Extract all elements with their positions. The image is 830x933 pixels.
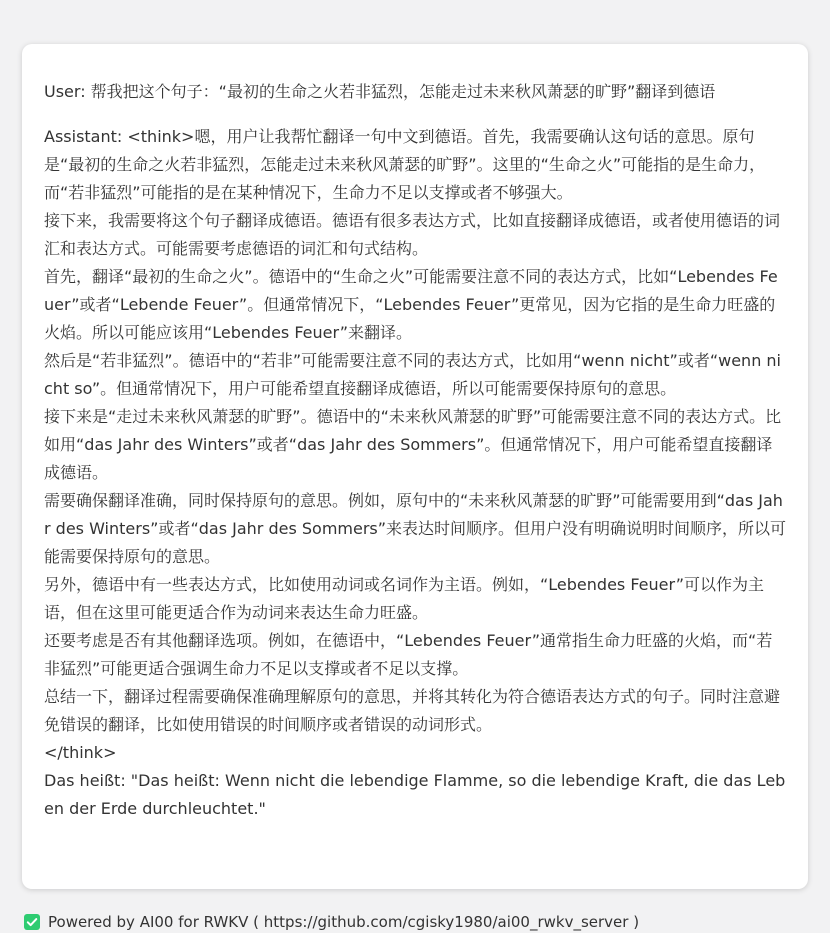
- user-message: User: 帮我把这个句子：“最初的生命之火若非猛烈，怎能走过未来秋风萧瑟的旷野”翻译到德语: [44, 82, 716, 101]
- assistant-paragraph: 总结一下，翻译过程需要确保准确理解原句的意思，并将其转化为符合德语表达方式的句子。同时注意避免错误的翻译，比如使用错误的时间顺序或者错误的动词形式。: [44, 687, 781, 734]
- assistant-paragraph: 接下来是“走过未来秋风萧瑟的旷野”。德语中的“未来秋风萧瑟的旷野”可能需要注意不同的表达方式。比如用“das Jahr des Winters”或者“das Jahr des Sommers”。但通常情况下，用户可能希望直接翻译成德语。: [44, 407, 782, 482]
- check-box-icon-svg: [24, 914, 40, 930]
- assistant-paragraph: 另外，德语中有一些表达方式，比如使用动词或名词作为主语。例如，“Lebendes Feuer”可以作为主语，但在这里可能更适合作为动词来表达生命力旺盛。: [44, 575, 765, 622]
- check-box-icon: [24, 914, 40, 930]
- final-answer: Das heißt: "Das heißt: Wenn nicht die lebendige Flamme, so die lebendige Kraft, die das Leben der Erde durchleuchtet.": [44, 771, 786, 818]
- assistant-paragraph: 然后是“若非猛烈”。德语中的“若非”可能需要注意不同的表达方式，比如用“wenn nicht”或者“wenn nicht so”。但通常情况下，用户可能希望直接翻译成德语，所以可能需要保持原句的意思。: [44, 351, 782, 398]
- assistant-paragraph: 接下来，我需要将这个句子翻译成德语。德语有很多表达方式，比如直接翻译成德语，或者使用德语的词汇和表达方式。可能需要考虑德语的词汇和句式结构。: [44, 211, 781, 258]
- think-close-tag: </think>: [44, 743, 117, 762]
- assistant-paragraph: 需要确保翻译准确，同时保持原句的意思。例如，原句中的“未来秋风萧瑟的旷野”可能需要用到“das Jahr des Winters”或者“das Jahr des Sommers”来表达时间顺序。但用户没有明确说明时间顺序，所以可能需要保持原句的意思。: [44, 491, 787, 566]
- powered-by-text: Powered by AI00 for RWKV ( https://github.com/cgisky1980/ai00_rwkv_server ): [48, 913, 640, 931]
- assistant-paragraph: 首先，翻译“最初的生命之火”。德语中的“生命之火”可能需要注意不同的表达方式，比如“Lebendes Feuer”或者“Lebende Feuer”。但通常情况下，“Lebendes Feuer”更常见，因为它指的是生命力旺盛的火焰。所以可能应该用“Lebendes Feuer”来翻译。: [44, 267, 778, 342]
- assistant-paragraph: 还要考虑是否有其他翻译选项。例如，在德语中，“Lebendes Feuer”通常指生命力旺盛的火焰，而“若非猛烈”可能更适合强调生命力不足以支撑或者不足以支撑。: [44, 631, 773, 678]
- assistant-message: [44, 123, 787, 823]
- assistant-paragraph: Assistant: <think>嗯，用户让我帮忙翻译一句中文到德语。首先，我需要确认这句话的意思。原句是“最初的生命之火若非猛烈，怎能走过未来秋风萧瑟的旷野”。这里的“生命之火”可能指的是生命力，而“若非猛烈”可能指的是在某种情况下，生命力不足以支撑或者不够强大。: [44, 127, 766, 202]
- footer: [24, 910, 639, 933]
- chat-card: [22, 44, 808, 889]
